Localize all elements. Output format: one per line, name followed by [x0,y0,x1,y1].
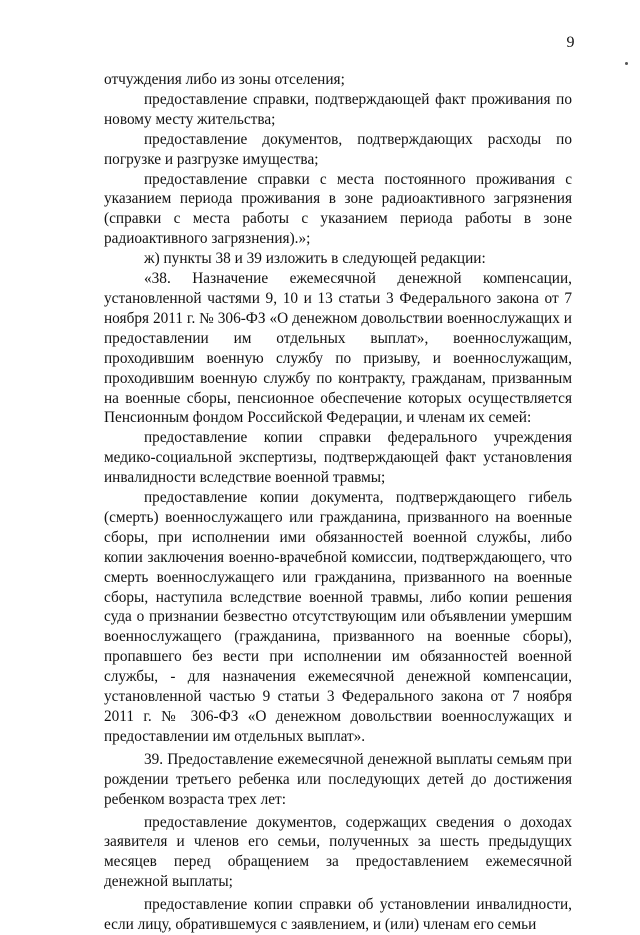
paragraph-item-38: «38. Назначение ежемесячной денежной компенсации, установленной частями 9, 10 и 13 статьи 3 Федерального закона от 7 ноября 2011 г. № 306-ФЗ «О денежном довольствии военнослужащих и предоставлении им отдельных выплат», военнослужащим, проходившим военную службу по призыву, и военнослужащим, проходившим военную службу по контракту, гражданам, призванным на военные сборы, пенсионное обеспечение которых осуществляется Пенсионным фондом Российской Федерации, и членам их семей: [104,270,572,427]
paragraph-permanent-residence: предоставление справки с места постоянного проживания с указанием периода проживания в зоне радиоактивного загрязнения (справки с места работы с указанием периода работы в зоне радиоактивного загрязнения).»; [104,170,572,248]
paragraph-income-documents: предоставление документов, содержащих сведения о доходах заявителя и членов его семьи, полученных за шесть предыдущих месяцев перед обращением за предоставлением ежемесячной денежной выплаты; [104,813,572,891]
paragraph-loading-expenses: предоставление документов, подтверждающих расходы по погрузке и разгрузке имущества; [104,130,572,168]
paragraph-death-document: предоставление копии документа, подтверждающего гибель (смерть) военнослужащего или гражданина, призванного на военные сборы, при исполнении ими обязанностей военной службы, либо копии заключения военно-врачебной комиссии, подтверждающего, что смерть военнослужащего или гражданина, призванного на военные сборы, наступила вследствие военной травмы, либо копии решения суда о признании безвестно отсутствующим или объявлении умершим военнослужащего (гражданина, призванного на военные сборы), пропавшего без вести при исполнении им обязанностей военной службы, - для назначения ежемесячной денежной компенсации, установленной частью 9 статьи 3 Федерального закона от 7 ноября 2011 г. № 306-ФЗ «О денежном довольствии военнослужащих и предоставлении им отдельных выплат». [104,489,572,745]
document-body [104,70,572,935]
paragraph-residence-certificate: предоставление справки, подтверждающей факт проживания по новому месту жительства; [104,90,572,128]
paragraph-amendment-intro: ж) пункты 38 и 39 изложить в следующей редакции: [144,250,486,268]
paragraph-disability-copy: предоставление копии справки об установлении инвалидности, если лицу, обратившемуся с заявлением, и (или) членам его семьи [104,896,572,934]
page-number: 9 [566,34,575,51]
paragraph-item-39: 39. Предоставление ежемесячной денежной выплаты семьям при рождении третьего ребенка или последующих детей до достижения ребенком возраста трех лет: [104,750,572,808]
paragraph-disability-certificate: предоставление копии справки федерального учреждения медико-социальной экспертизы, подтверждающей факт установления инвалидности вследствие военной травмы; [104,429,572,487]
paragraph-continuation: отчуждения либо из зоны отселения; [104,71,345,88]
scan-speck [625,62,628,65]
